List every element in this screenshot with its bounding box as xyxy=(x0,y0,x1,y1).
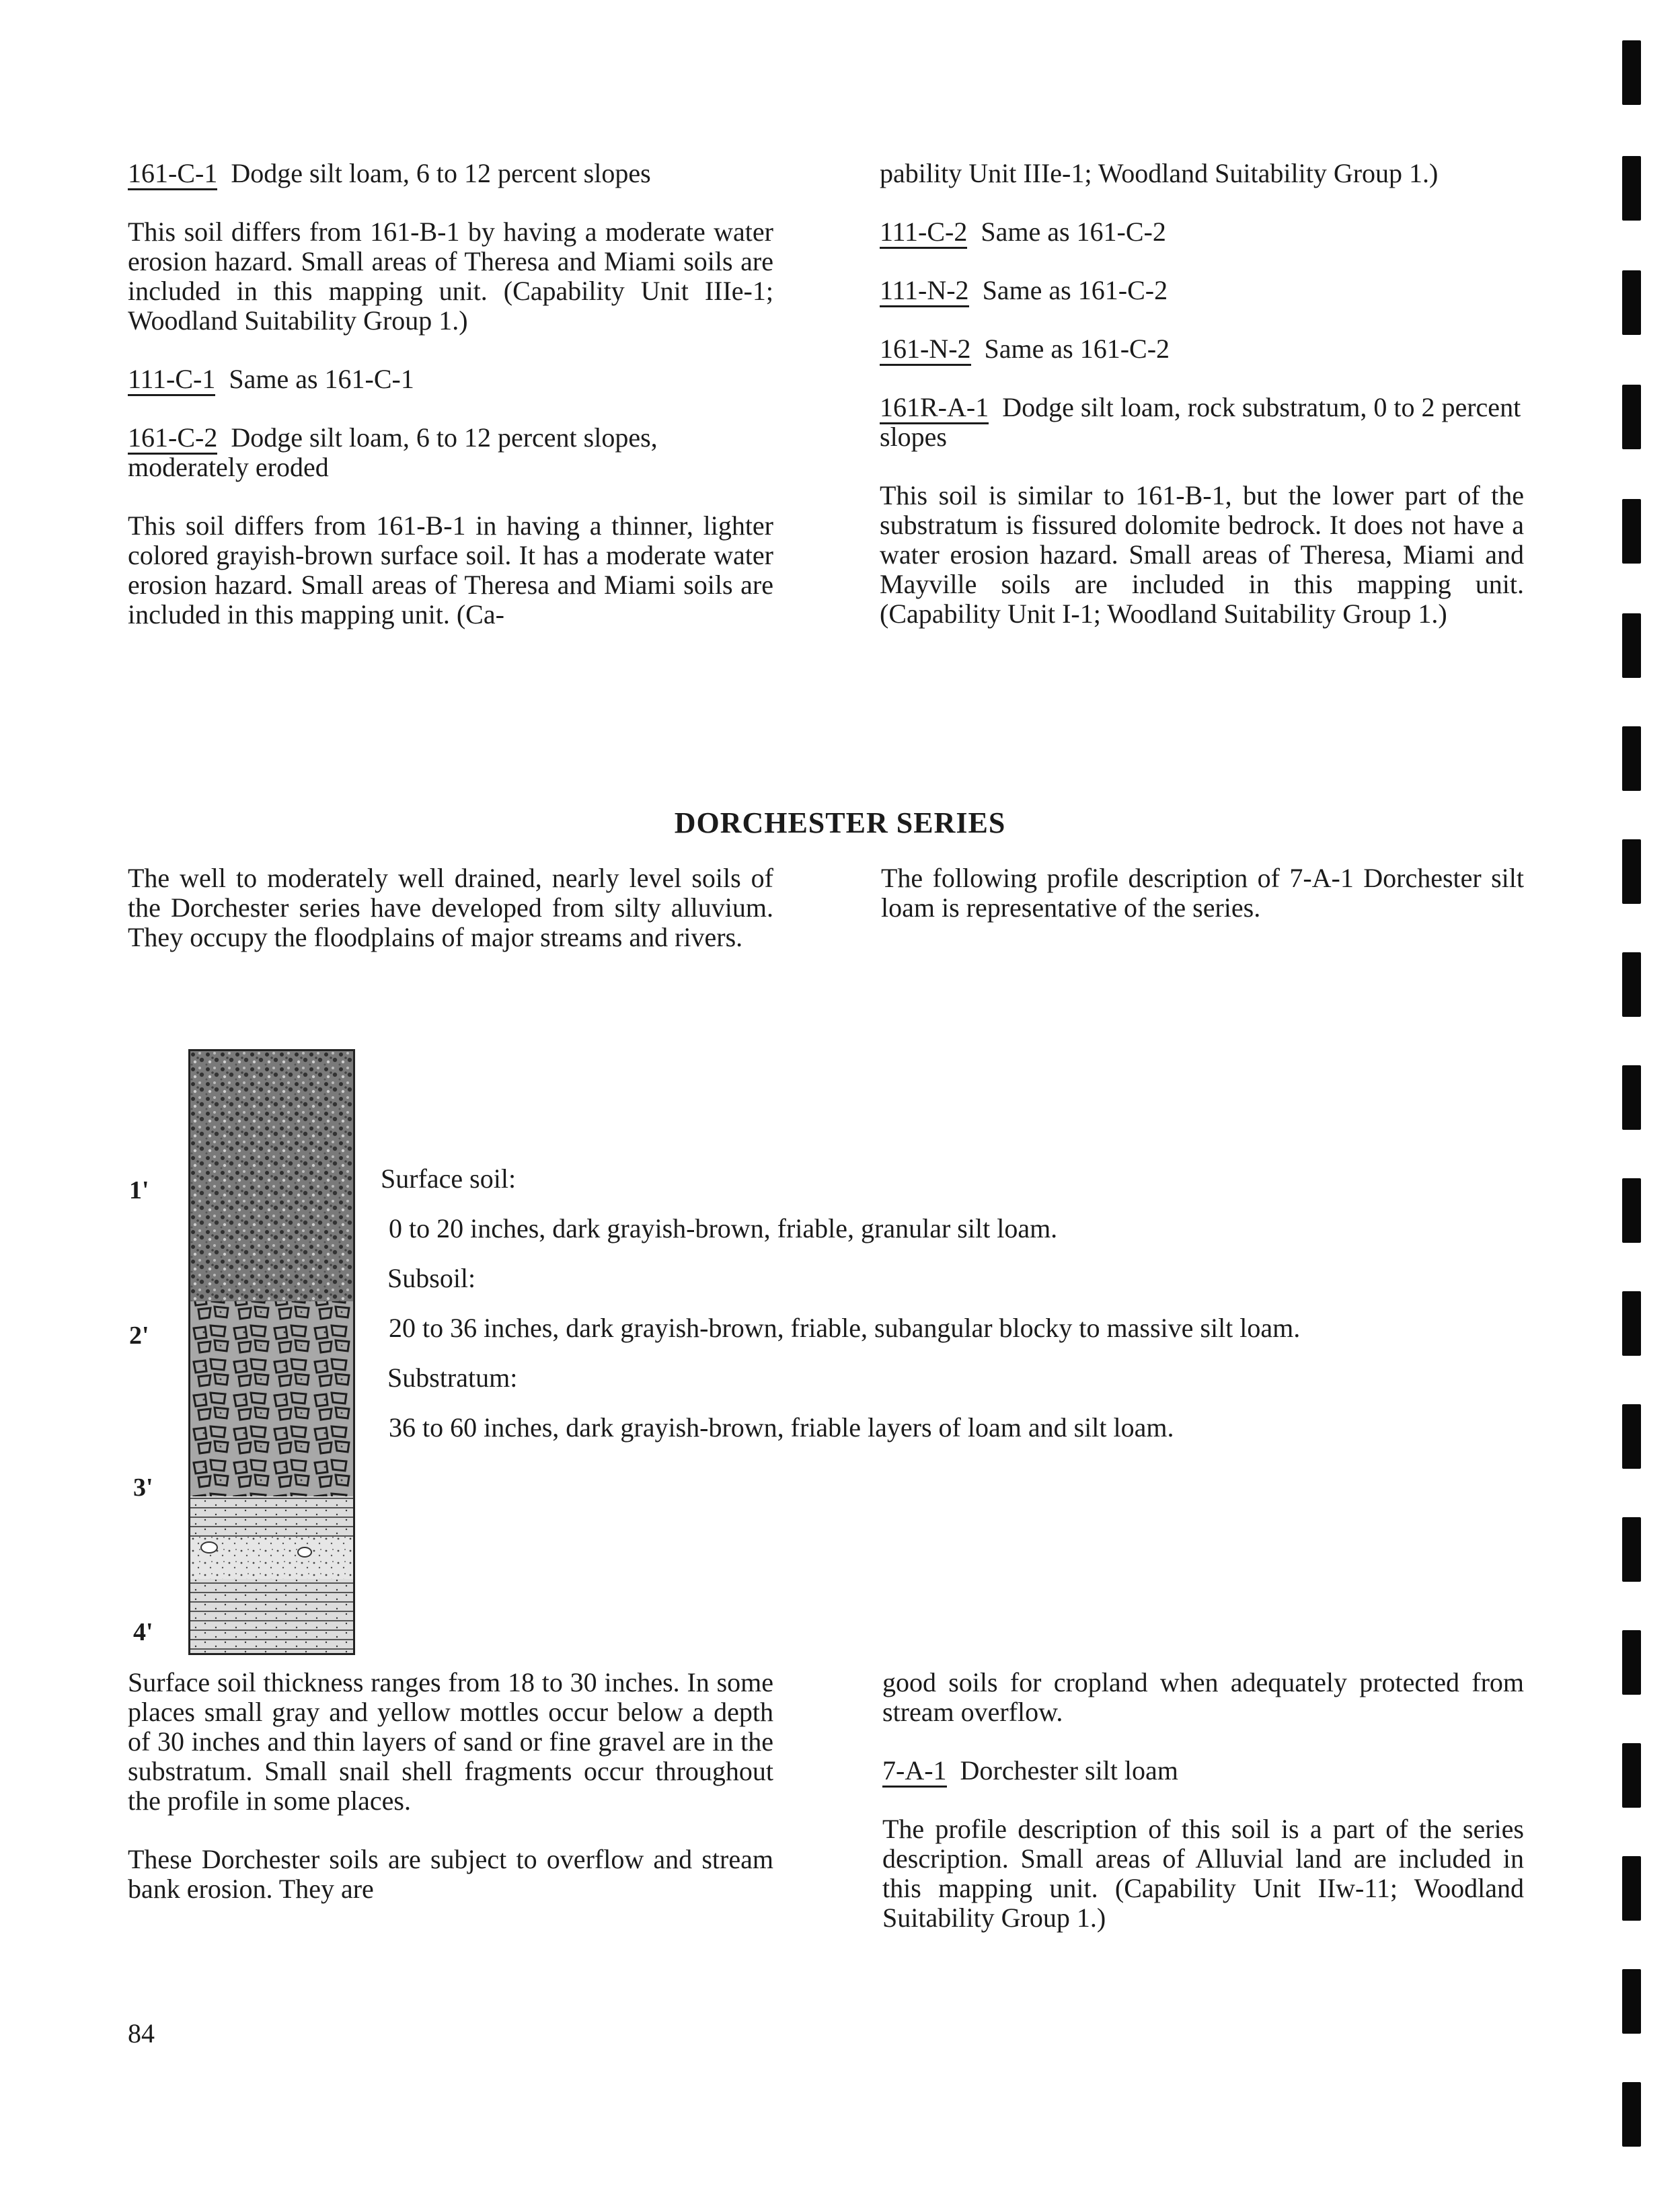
map-unit-code: 161-C-2 xyxy=(128,422,217,455)
right-column-bottom xyxy=(882,1668,1524,1933)
surface-soil-label: Surface soil: xyxy=(381,1163,517,1194)
binding-mark xyxy=(1622,1969,1641,2034)
binding-mark xyxy=(1622,385,1641,449)
map-unit-code: 161-N-2 xyxy=(880,334,971,366)
map-unit-title: Same as 161-C-1 xyxy=(229,364,414,394)
binding-mark xyxy=(1622,40,1641,105)
substratum-loam-layer xyxy=(190,1496,353,1537)
substratum-lower-layer xyxy=(190,1579,353,1653)
right-column-top xyxy=(880,159,1524,629)
entry-161-N-2 xyxy=(880,334,1524,364)
left-column-bottom xyxy=(128,1668,773,1904)
surface-soil-desc: 0 to 20 inches, dark grayish-brown, friable, granular silt loam. xyxy=(389,1213,1058,1243)
binding-mark xyxy=(1622,1178,1641,1243)
entry-body: This soil is similar to 161-B-1, but the lower part of the substratum is fissured dolomite bedrock. It does not have a water erosion hazard. Small areas of Theresa, Miami and Mayville soils are included in this mapping unit. (Capability Unit I-1; Woodland Suitability Group 1.) xyxy=(880,480,1524,629)
entry-body: The profile description of this soil is a part of the series description. Small areas of Alluvial land are included in this mapping unit. (Capability Unit IIw-11; Woodland Suitability Group 1.) xyxy=(882,1814,1524,1933)
binding-mark xyxy=(1622,1291,1641,1356)
map-unit-title: Same as 161-C-2 xyxy=(981,217,1166,247)
subsoil-label: Subsoil: xyxy=(387,1263,476,1293)
binding-mark xyxy=(1622,952,1641,1017)
map-unit-code: 161R-A-1 xyxy=(880,392,989,424)
depth-marker-1ft: 1' xyxy=(129,1176,149,1204)
continued-text: pability Unit IIIe-1; Woodland Suitability Group 1.) xyxy=(880,158,1439,188)
entry-111-N-2 xyxy=(880,276,1524,305)
page-number: 84 xyxy=(128,2018,155,2048)
binding-mark xyxy=(1622,1404,1641,1469)
intro-right xyxy=(881,864,1524,923)
map-unit-title: Same as 161-C-2 xyxy=(984,334,1170,364)
entry-111-C-2 xyxy=(880,217,1524,247)
binding-mark xyxy=(1622,726,1641,791)
pebble xyxy=(201,1542,217,1553)
left-column-top xyxy=(128,159,773,629)
soil-profile-illustration xyxy=(190,1051,353,1653)
binding-mark xyxy=(1622,499,1641,564)
map-unit-code: 111-C-1 xyxy=(128,364,215,396)
binding-mark xyxy=(1622,839,1641,904)
binding-mark xyxy=(1622,2082,1641,2147)
profile-descriptions xyxy=(381,1163,1524,1443)
paragraph: These Dorchester soils are subject to overflow and stream bank erosion. They are xyxy=(128,1844,773,1904)
map-unit-code: 111-N-2 xyxy=(880,275,969,307)
surface-soil-layer xyxy=(190,1051,353,1301)
binding-mark xyxy=(1622,1743,1641,1808)
entry-body: This soil differs from 161-B-1 in having a thinner, lighter colored grayish-brown surface soil. It has a moderate water erosion hazard. Small areas of Theresa and Miami soils are included in this mapping unit. (Ca- xyxy=(128,510,773,629)
binding-mark xyxy=(1622,156,1641,221)
intro-paragraph: The following profile description of 7-A-1 Dorchester silt loam is representative of the series. xyxy=(881,863,1524,923)
subsoil-layer xyxy=(190,1301,353,1496)
map-unit-code: 161-C-1 xyxy=(128,158,217,190)
binding-mark xyxy=(1622,1630,1641,1695)
substratum-label: Substratum: xyxy=(387,1363,518,1393)
substratum-desc: 36 to 60 inches, dark grayish-brown, friable layers of loam and silt loam. xyxy=(389,1412,1174,1443)
map-unit-code: 7-A-1 xyxy=(882,1755,947,1788)
section-title: DORCHESTER SERIES xyxy=(674,806,1006,839)
binding-mark xyxy=(1622,1517,1641,1582)
map-unit-title: Dodge silt loam, 6 to 12 percent slopes, moderately eroded xyxy=(128,422,658,482)
pebble xyxy=(298,1547,311,1557)
binding-mark xyxy=(1622,1856,1641,1921)
depth-marker-3ft: 3' xyxy=(133,1473,153,1502)
binding-mark xyxy=(1622,613,1641,678)
entry-body: This soil differs from 161-B-1 by having a moderate water erosion hazard. Small areas of Theresa and Miami soils are included in this mapping unit. (Capability Unit IIIe-1; Woodland Suitability Group 1.) xyxy=(128,217,773,336)
paragraph: Surface soil thickness ranges from 18 to 30 inches. In some places small gray and yellow mottles occur below a depth of 30 inches and thin layers of sand or fine gravel are in the substratum. Small snail shell fragments occur throughout the profile in some places. xyxy=(128,1667,773,1816)
soil-profile-diagram xyxy=(188,1049,355,1655)
continued-text: good soils for cropland when adequately protected from stream overflow. xyxy=(882,1667,1524,1727)
depth-marker-2ft: 2' xyxy=(129,1321,149,1350)
map-unit-title: Dodge silt loam, rock substratum, 0 to 2 percent slopes xyxy=(880,392,1521,452)
entry-161-C-2 xyxy=(128,423,773,482)
subsoil-desc: 20 to 36 inches, dark grayish-brown, friable, subangular blocky to massive silt loam. xyxy=(389,1313,1301,1343)
entry-161R-A-1 xyxy=(880,393,1524,452)
map-unit-title: Same as 161-C-2 xyxy=(982,275,1168,305)
depth-marker-4ft: 4' xyxy=(133,1618,153,1646)
entry-111-C-1 xyxy=(128,365,773,394)
map-unit-title: Dorchester silt loam xyxy=(960,1755,1178,1786)
binding-mark xyxy=(1622,1065,1641,1130)
entry-161-C-1 xyxy=(128,159,773,188)
map-unit-code: 111-C-2 xyxy=(880,217,967,249)
binding-mark xyxy=(1622,270,1641,335)
intro-left xyxy=(128,864,773,952)
intro-paragraph: The well to moderately well drained, nearly level soils of the Dorchester series have developed from silty alluvium. They occupy the floodplains of major streams and rivers. xyxy=(128,863,773,952)
map-unit-title: Dodge silt loam, 6 to 12 percent slopes xyxy=(231,158,651,188)
entry-7-A-1 xyxy=(882,1756,1524,1786)
